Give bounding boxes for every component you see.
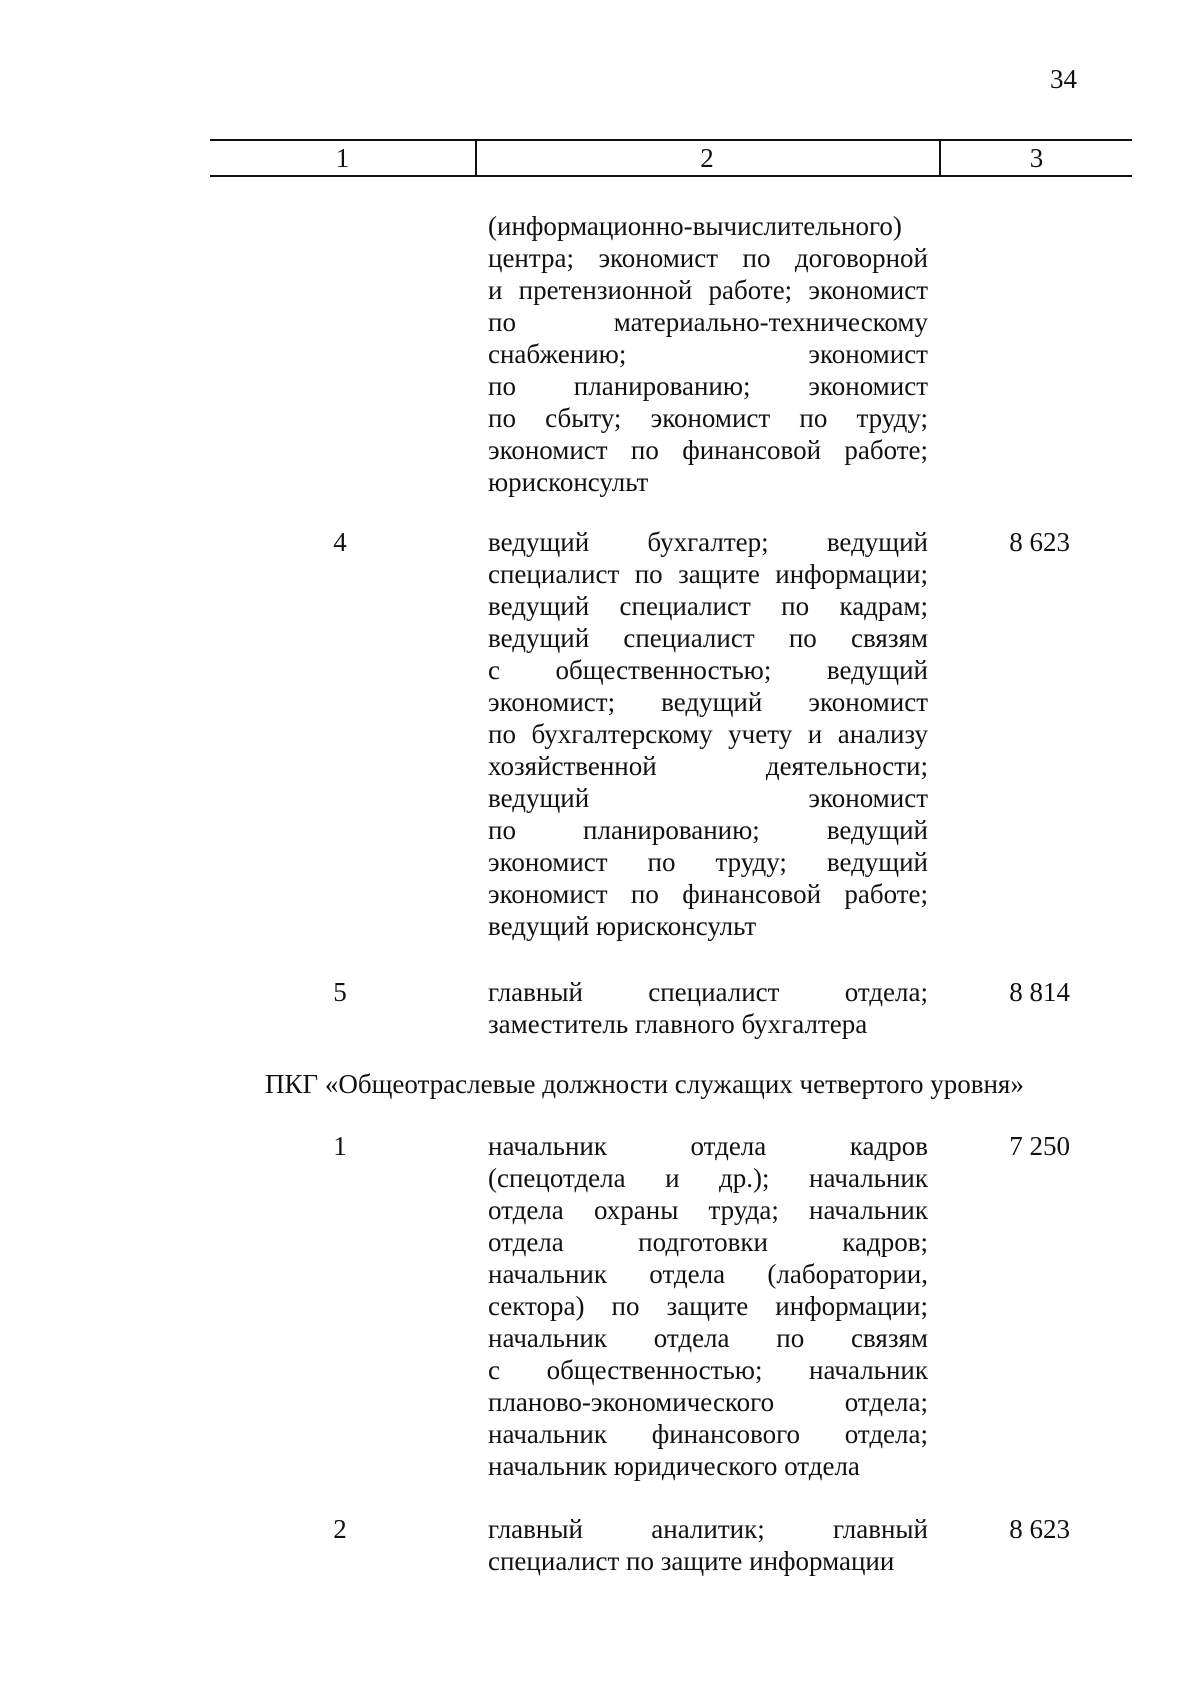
position-line: ведущий бухгалтер; ведущий bbox=[488, 527, 928, 557]
qualification-level: 1 bbox=[333, 1131, 347, 1161]
position-line: хозяйственной деятельности; bbox=[488, 751, 928, 781]
position-line: главный специалист отдела; bbox=[488, 977, 928, 1007]
position-line: ведущий специалист по связям bbox=[488, 623, 928, 653]
position-line: начальник финансового отдела; bbox=[488, 1419, 928, 1449]
position-line: экономист по труду; ведущий bbox=[488, 847, 928, 877]
position-line: отдела подготовки кадров; bbox=[488, 1227, 928, 1257]
group-title: ПКГ «Общеотраслевые должности служащих четвертого уровня» bbox=[265, 1069, 1024, 1099]
position-line: по планированию; ведущий bbox=[488, 815, 928, 845]
position-line: юрисконсульт bbox=[488, 467, 649, 497]
position-line: (информационно-вычислительного) bbox=[488, 211, 902, 241]
header-col-2: 2 bbox=[700, 143, 714, 173]
position-line: специалист по защите информации bbox=[488, 1546, 895, 1576]
position-list bbox=[488, 1130, 928, 1482]
position-line: по планированию; экономист bbox=[488, 371, 928, 401]
position-line: начальник отдела кадров bbox=[488, 1131, 928, 1161]
position-list bbox=[488, 1513, 928, 1577]
position-line: с общественностью; ведущий bbox=[488, 655, 928, 685]
position-line: и претензионной работе; экономист bbox=[488, 275, 928, 305]
header-col-3: 3 bbox=[1029, 143, 1044, 173]
header-col-1: 1 bbox=[335, 143, 350, 173]
position-line: по сбыту; экономист по труду; bbox=[488, 403, 928, 433]
position-list bbox=[488, 210, 928, 498]
position-line: ведущий специалист по кадрам; bbox=[488, 591, 928, 621]
page-number: 34 bbox=[1050, 64, 1077, 94]
position-line: экономист по финансовой работе; bbox=[488, 435, 928, 465]
position-line: снабжению; экономист bbox=[488, 339, 928, 369]
table-header bbox=[210, 139, 1132, 177]
salary-value: 8 623 bbox=[1009, 1514, 1070, 1544]
position-line: сектора) по защите информации; bbox=[488, 1291, 928, 1321]
position-line: специалист по защите информации; bbox=[488, 559, 928, 589]
position-line: с общественностью; начальник bbox=[488, 1355, 928, 1385]
position-line: экономист по финансовой работе; bbox=[488, 879, 928, 909]
qualification-level: 2 bbox=[333, 1514, 347, 1544]
qualification-level: 4 bbox=[333, 527, 347, 557]
position-line: (спецотдела и др.); начальник bbox=[488, 1163, 928, 1193]
position-line: планово-экономического отдела; bbox=[488, 1387, 928, 1417]
position-line: начальник отдела (лаборатории, bbox=[488, 1259, 928, 1289]
position-line: по бухгалтерскому учету и анализу bbox=[488, 719, 928, 749]
salary-value: 7 250 bbox=[1009, 1131, 1070, 1161]
position-list bbox=[488, 976, 928, 1040]
qualification-level: 5 bbox=[333, 977, 347, 1007]
position-line: по материально-техническому bbox=[488, 307, 928, 337]
position-line: ведущий экономист bbox=[488, 783, 928, 813]
position-line: заместитель главного бухгалтера bbox=[488, 1009, 868, 1039]
position-line: ведущий юрисконсульт bbox=[488, 911, 757, 941]
position-list bbox=[488, 526, 928, 942]
position-line: отдела охраны труда; начальник bbox=[488, 1195, 928, 1225]
position-line: центра; экономист по договорной bbox=[488, 243, 928, 273]
position-line: главный аналитик; главный bbox=[488, 1514, 928, 1544]
position-line: начальник юридического отдела bbox=[488, 1451, 860, 1481]
salary-value: 8 814 bbox=[1009, 977, 1070, 1007]
position-line: начальник отдела по связям bbox=[488, 1323, 928, 1353]
salary-value: 8 623 bbox=[1009, 527, 1070, 557]
position-line: экономист; ведущий экономист bbox=[488, 687, 928, 717]
